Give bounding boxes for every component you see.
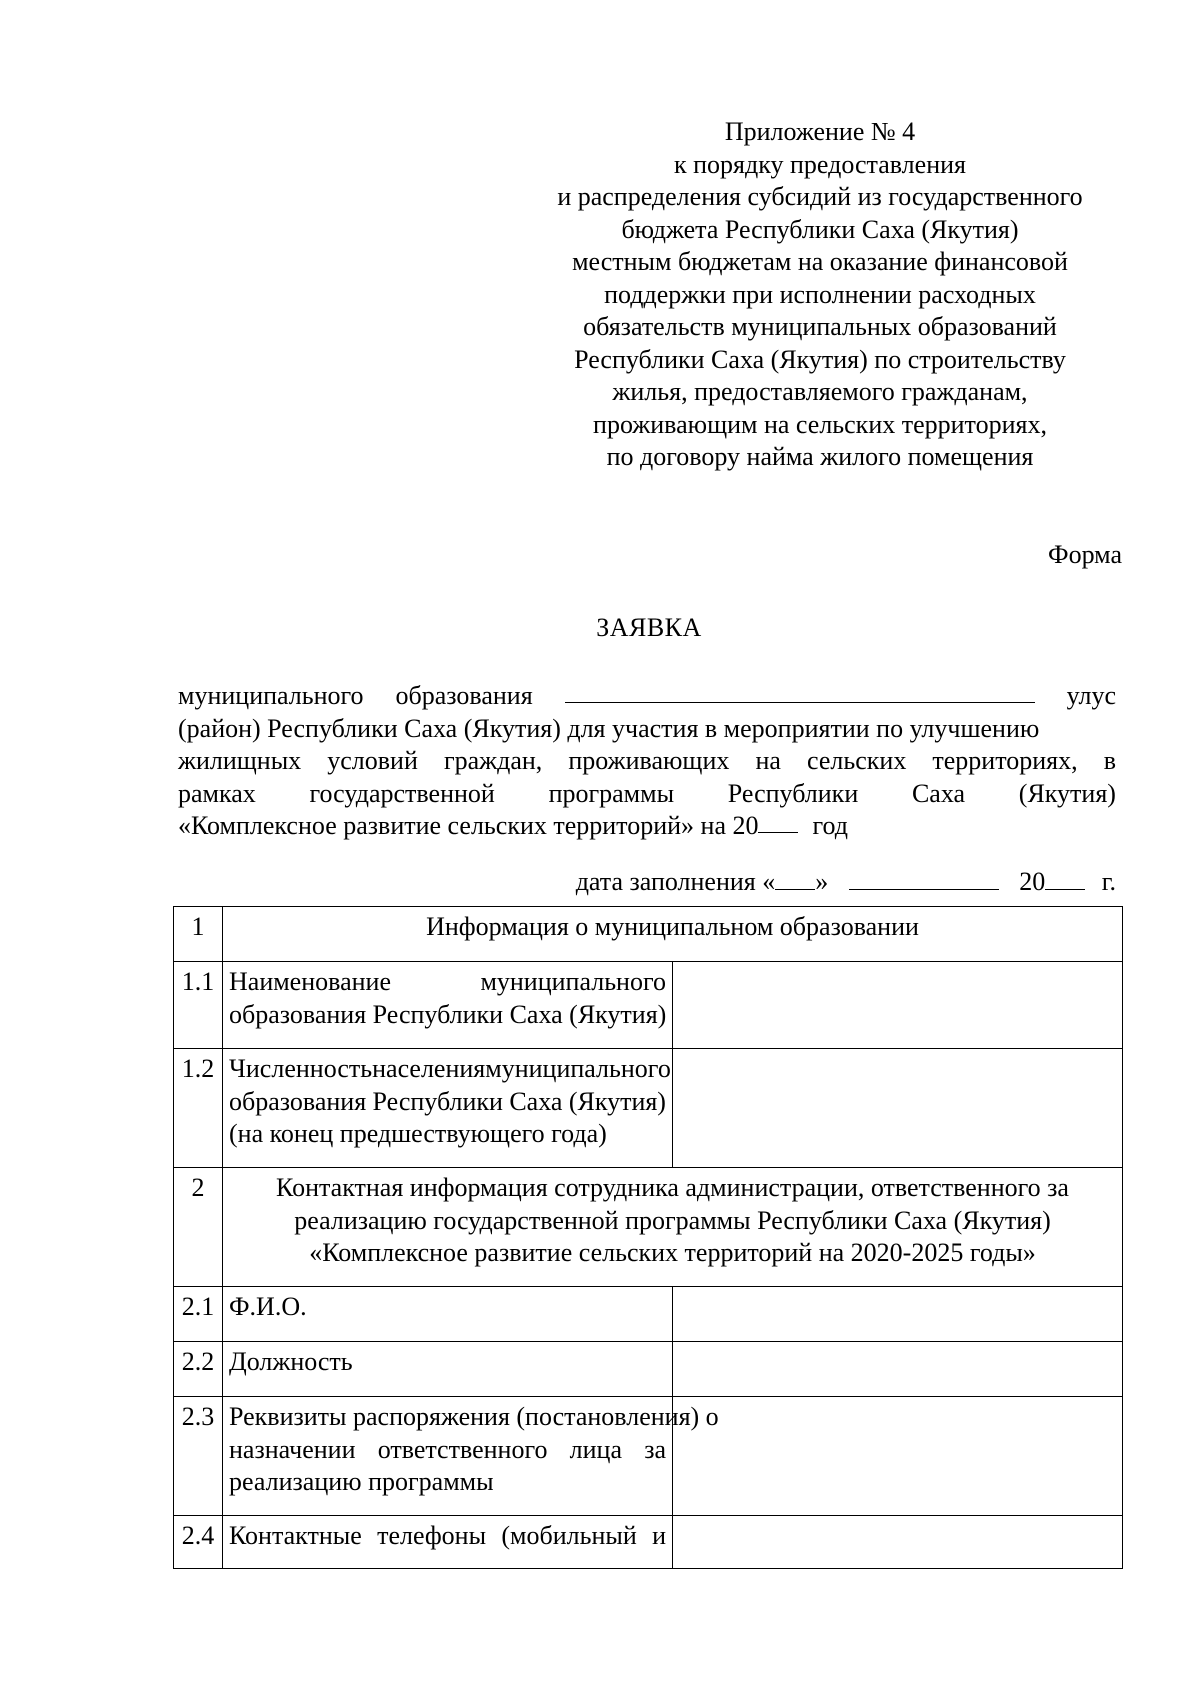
intro-word: рамках [178,778,256,808]
label-word: телефоны [377,1521,487,1550]
application-intro [178,680,1116,843]
fill-year-prefix: 20 [1019,867,1046,896]
section-title-line: Контактная информация сотрудника администрации, ответственного за [276,1173,1069,1202]
intro-word: проживающих [568,746,730,775]
intro-line-1 [178,680,1116,713]
label-word: Наименование [229,967,391,996]
row-number: 2.2 [174,1342,223,1397]
full-name-value[interactable] [673,1287,1123,1342]
row-number: 2.1 [174,1287,223,1342]
form-label: Форма [1048,540,1122,569]
appendix-line: к порядку предоставления [674,149,966,179]
intro-word: Саха [911,778,966,808]
intro-line-5 [178,810,1116,843]
label-word: муниципального [485,1054,671,1083]
label-text: Реквизиты распоряжения (постановления) о [229,1402,719,1431]
section-title-line: реализацию государственной программы Республики Саха (Якутия) [294,1205,1051,1235]
label-word: (мобильный [501,1521,637,1550]
table-row [174,1287,1123,1342]
appendix-line: местным бюджетам на оказание финансовой [572,247,1068,276]
population-value[interactable] [673,1049,1123,1168]
appendix-header [520,116,1120,474]
document-title: ЗАЯВКА [596,613,702,642]
intro-line-2 [178,713,1116,746]
appendix-line: поддержки при исполнении расходных [604,279,1036,309]
label-word: за [644,1434,666,1464]
table-row [174,1342,1123,1397]
row-label [223,1397,719,1516]
fill-date-label: дата заполнения « [575,867,776,896]
appendix-line: жилья, предоставляемого гражданам, [612,377,1028,406]
row-number: 2.4 [174,1516,223,1569]
appendix-line: Приложение № 4 [724,117,916,146]
intro-word: территориях, [932,746,1078,775]
row-number: 1.1 [174,962,223,1049]
intro-word: (Якутия) [1018,778,1116,808]
label-word: образования [229,1086,367,1116]
application-table [173,906,1123,1569]
municipality-name-value[interactable] [673,962,1123,1049]
row-number: 1.2 [174,1049,223,1168]
intro-word: жилищных [178,746,302,775]
fill-month-blank[interactable] [849,867,999,890]
label-word: Республики [372,1086,503,1116]
intro-word: сельских [807,746,907,775]
program-year-blank[interactable] [758,810,798,833]
appendix-line: обязательств муниципальных образований [583,312,1057,341]
section-title [223,1168,1123,1287]
intro-text: «Комплексное развитие сельских территорий» на 20 [178,811,759,840]
row-label: Должность [223,1342,673,1397]
appendix-line: бюджета Республики Саха (Якутия) [621,214,1019,244]
row-number: 2 [174,1168,223,1287]
label-word: Численность [229,1054,373,1083]
intro-word: в [1103,746,1116,775]
row-number: 1 [174,907,223,962]
position-value[interactable] [673,1342,1123,1397]
appendix-line: и распределения субсидий из государственного [557,182,1083,211]
label-word: муниципального [480,967,666,996]
row-label: Ф.И.О. [223,1287,673,1342]
intro-word: год [812,811,848,840]
municipality-name-blank[interactable] [565,680,1035,703]
section-row [174,1168,1123,1287]
label-word: Саха [509,1086,563,1116]
order-details-value[interactable] [673,1397,1123,1516]
section-title: Информация о муниципальном образовании [223,907,1123,962]
appendix-line: по договору найма жилого помещения [606,442,1034,471]
appendix-line: проживающим на сельских территориях, [593,409,1047,439]
label-word: населения [372,1054,486,1083]
phones-value[interactable] [673,1516,1123,1569]
label-text: образования Республики Саха (Якутия) [229,999,667,1029]
intro-word: условий [327,746,418,775]
fill-year-blank[interactable] [1045,867,1085,890]
fill-day-blank[interactable] [775,867,815,890]
fill-date-quote: » [815,867,829,896]
table-row [174,1049,1123,1168]
intro-word: улус [1066,681,1116,710]
row-label [223,962,673,1049]
label-word: назначении [229,1434,356,1464]
label-word: ответственного [377,1434,548,1464]
table-row [174,1516,1123,1569]
fill-year-suffix: г. [1101,867,1116,896]
intro-word: на [755,746,781,775]
intro-line-4 [178,778,1116,811]
row-label [223,1049,673,1168]
label-word: лица [569,1434,622,1464]
intro-word: государственной [309,778,495,808]
label-text: реализацию программы [229,1467,494,1496]
label-text: (на конец предшествующего года) [229,1119,607,1148]
appendix-line: Республики Саха (Якутия) по строительству [574,344,1066,374]
intro-word: граждан, [443,746,543,775]
intro-word: программы [548,778,675,808]
fill-date-line [576,866,1116,898]
label-word: (Якутия) [568,1086,666,1116]
intro-word: муниципального [178,681,364,710]
label-word: и [652,1521,666,1550]
section-row [174,907,1123,962]
intro-line-3 [178,745,1116,778]
intro-word: образования [395,681,533,710]
section-title-line: «Комплексное развитие сельских территорий на 2020-2025 годы» [309,1238,1036,1267]
table-row [174,962,1123,1049]
intro-text: (район) Республики Саха (Якутия) для участия в мероприятии по улучшению [178,713,1040,743]
label-word: Контактные [229,1521,362,1550]
intro-word: Республики [727,778,859,808]
table-row [174,1397,1123,1516]
row-label [223,1516,673,1569]
row-number: 2.3 [174,1397,223,1516]
